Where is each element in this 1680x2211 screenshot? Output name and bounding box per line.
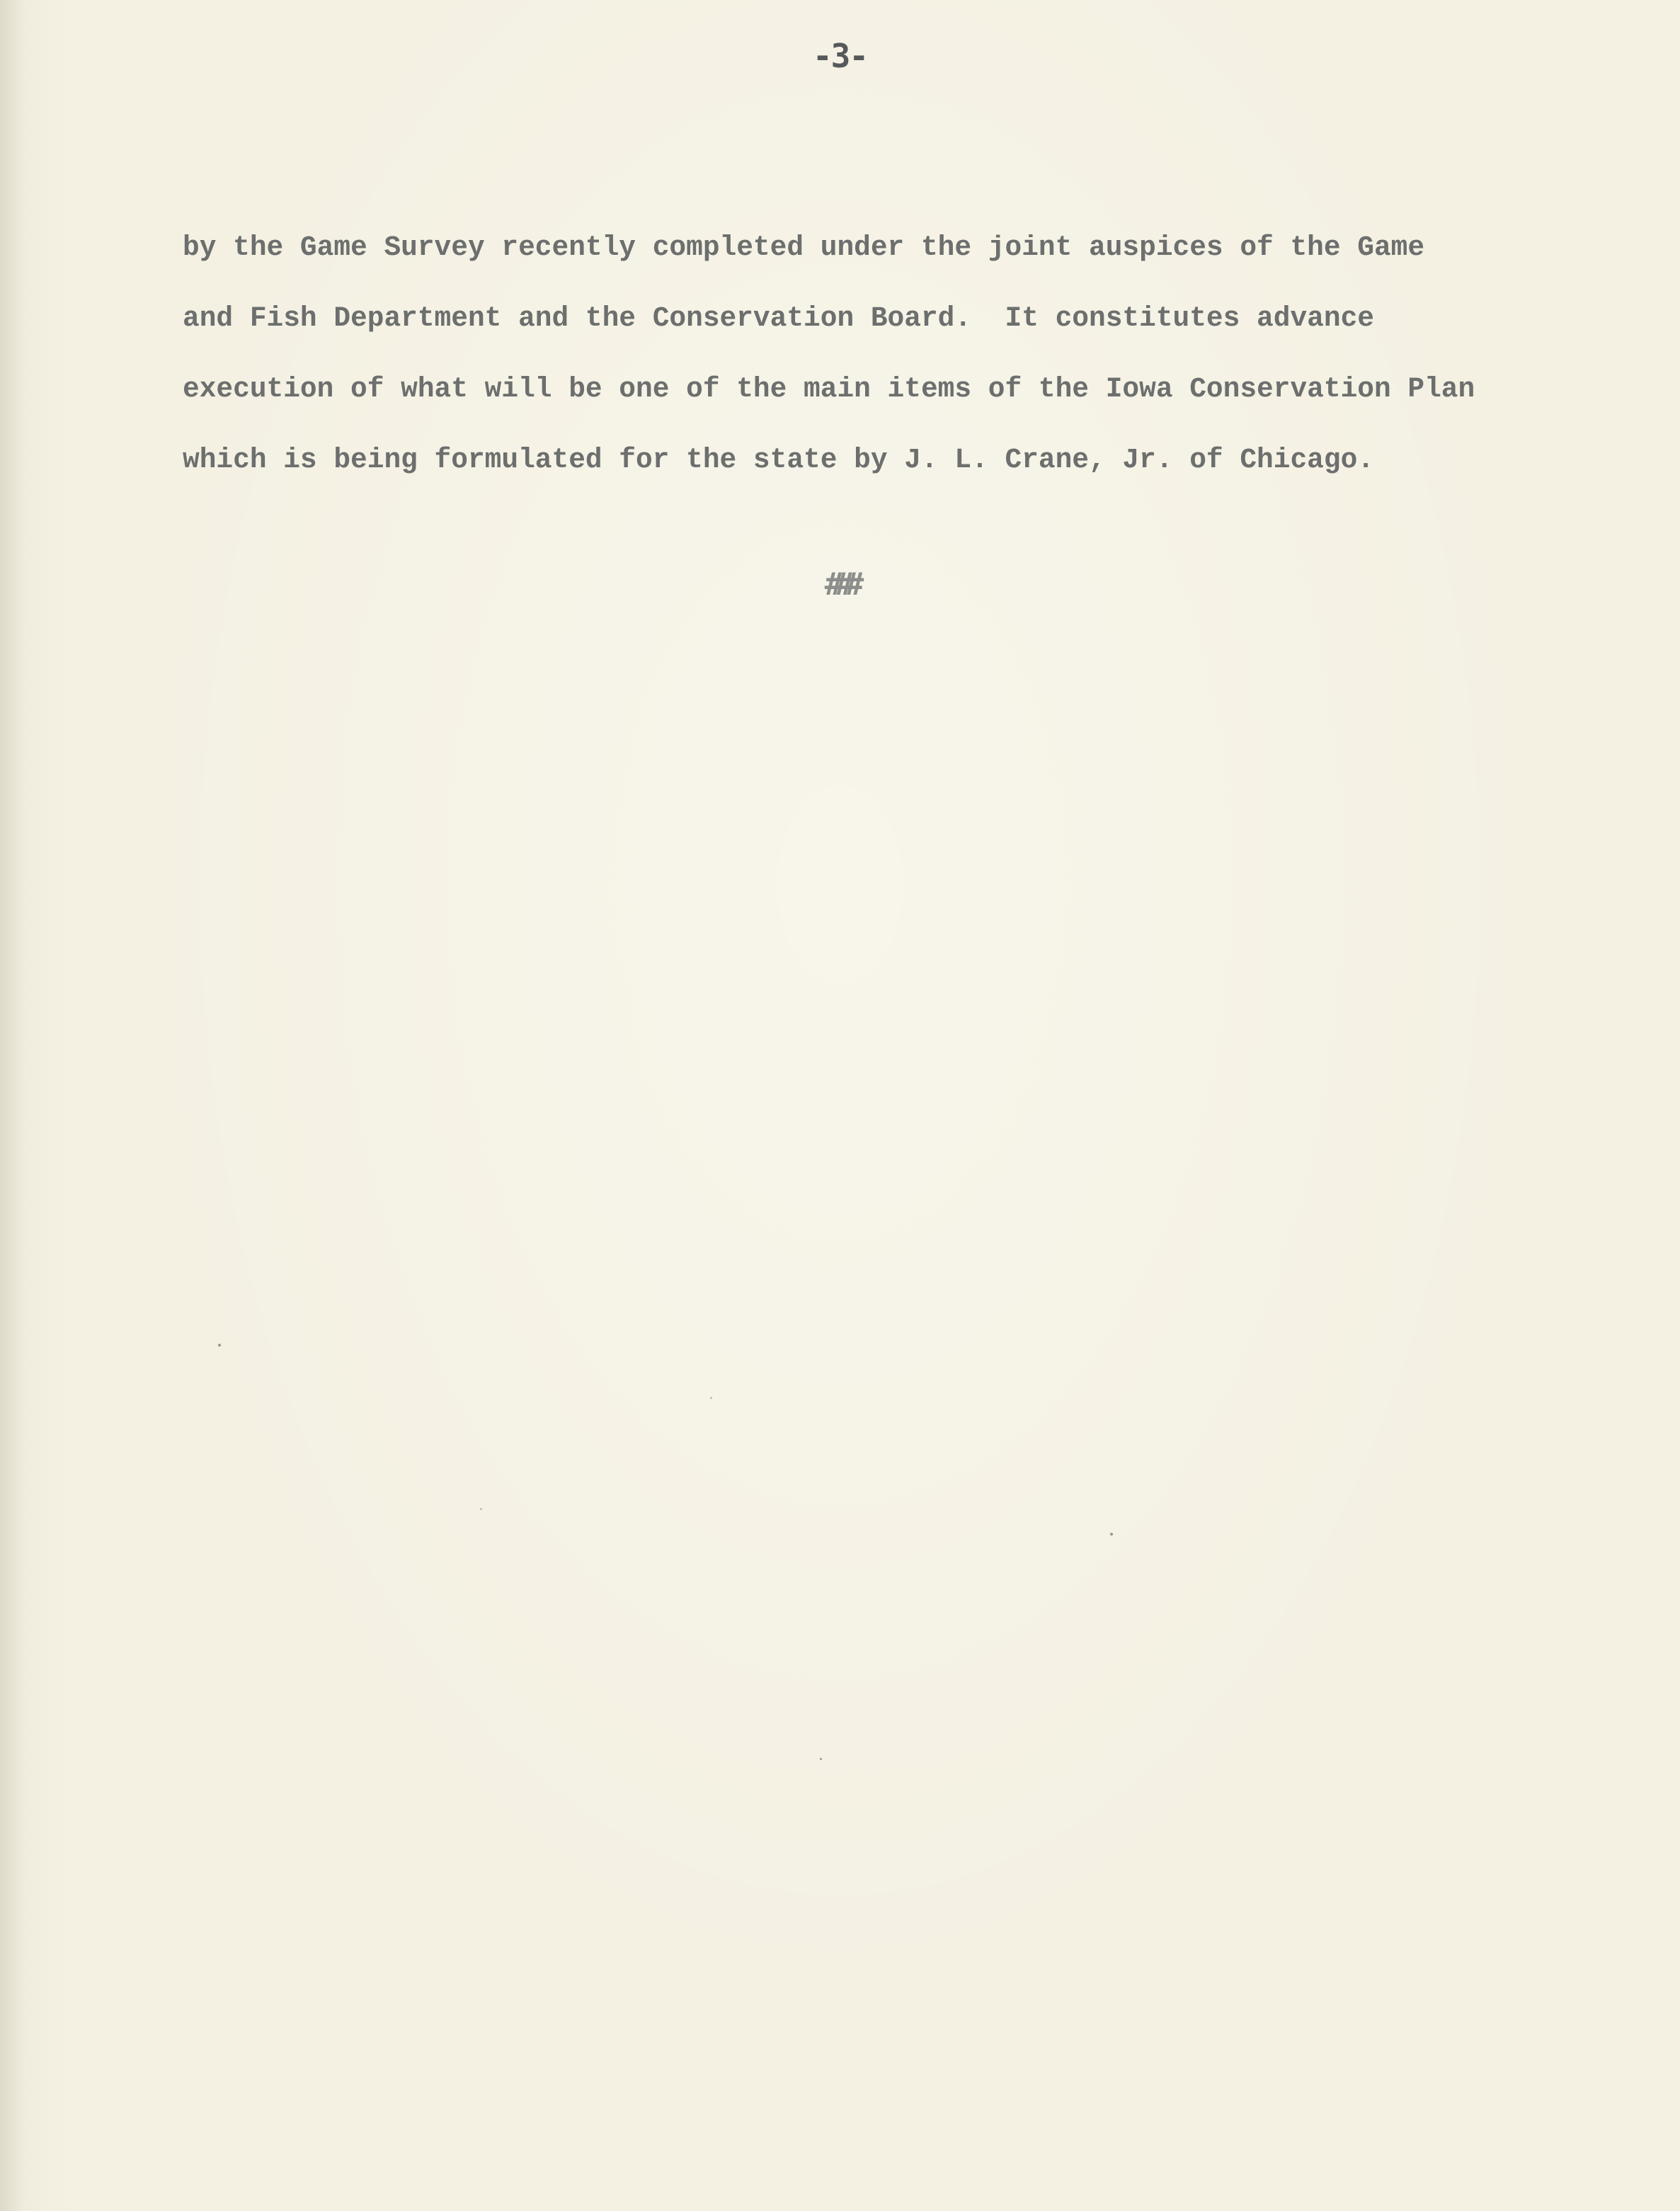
end-of-document-mark: ###	[824, 566, 856, 602]
paper-speck	[1110, 1533, 1113, 1536]
paper-speck	[218, 1344, 221, 1347]
body-paragraph	[183, 212, 1599, 496]
paper-speck	[480, 1508, 482, 1510]
text-line: which is being formulated for the state by J. L. Crane, Jr. of Chicago.	[183, 444, 1374, 476]
text-line: execution of what will be one of the main items of the Iowa Conservation Plan	[183, 373, 1475, 405]
page-edge-shadow	[0, 0, 50, 2211]
text-line: and Fish Department and the Conservation Board. It constitutes advance	[183, 302, 1374, 334]
paper-speck	[710, 1397, 712, 1399]
text-line: by the Game Survey recently completed under the joint auspices of the Game	[183, 232, 1425, 263]
paper-speck	[820, 1758, 822, 1760]
page-number: -3-	[812, 37, 868, 75]
